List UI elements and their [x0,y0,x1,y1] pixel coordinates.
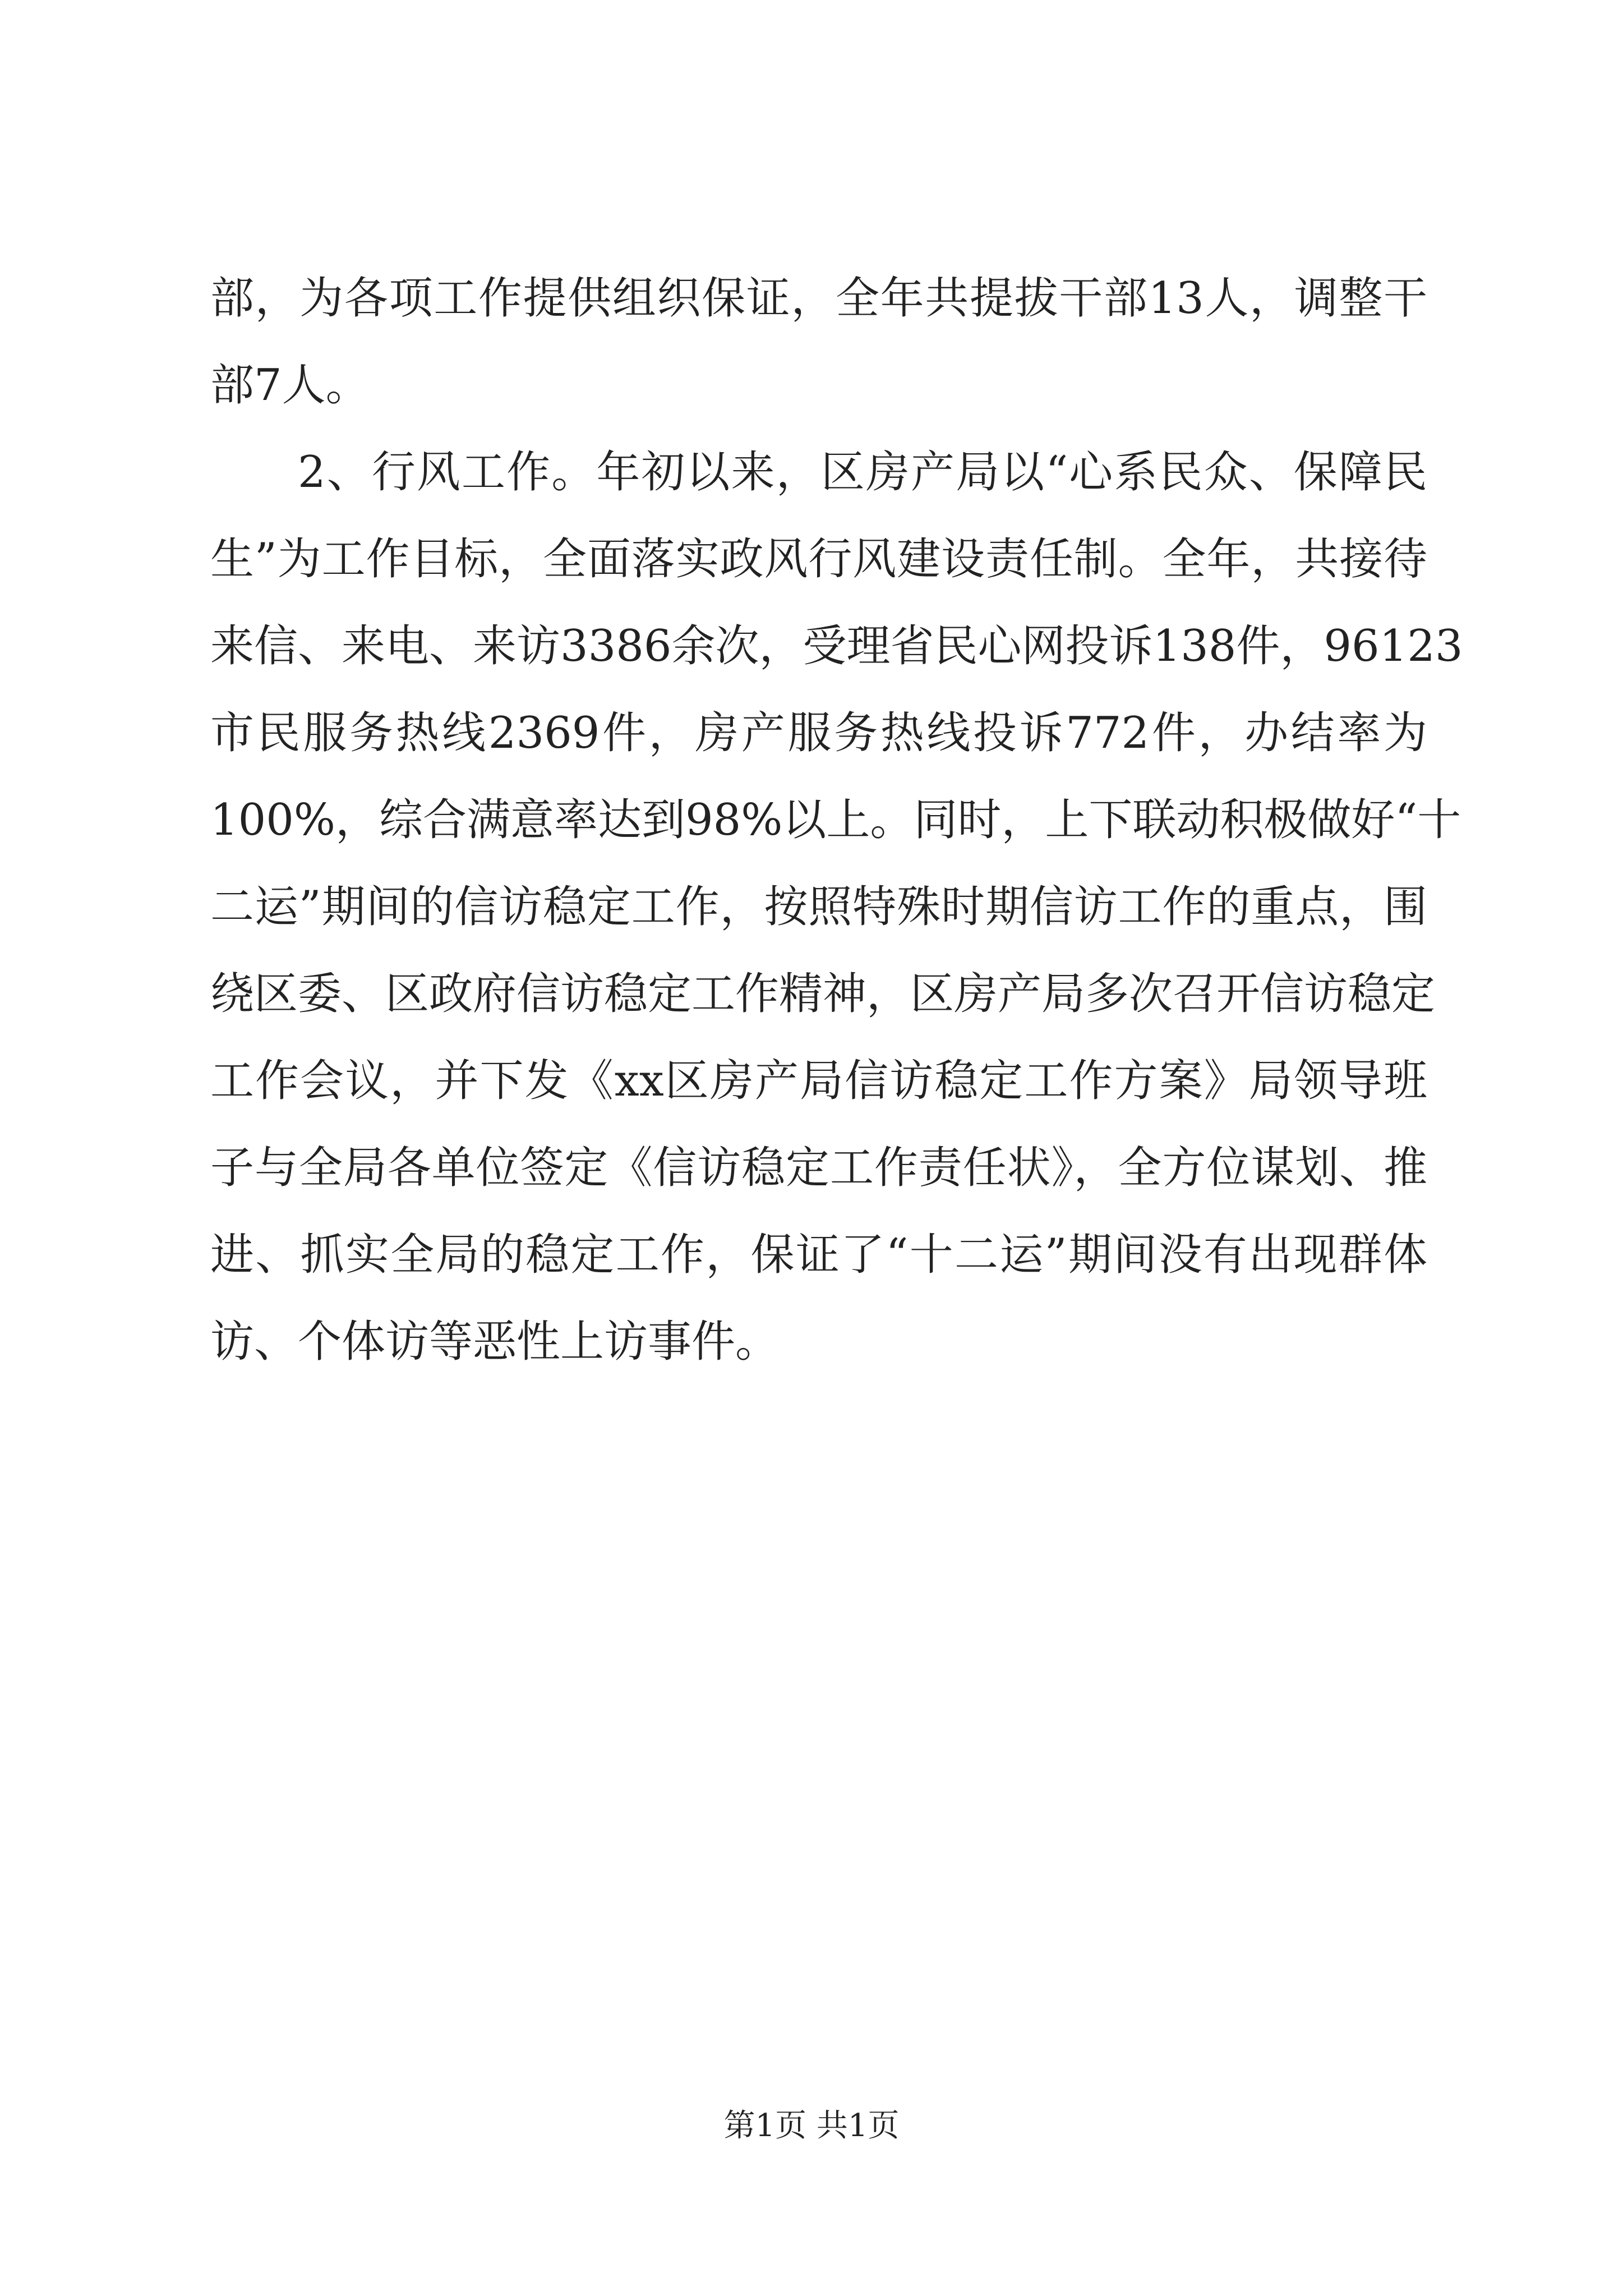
text-line: 绕区委、区政府信访稳定工作精神，区房产局多次召开信访稳定 [210,969,1436,1019]
text-line: 访、个体访等恶性上访事件。 [210,1317,780,1367]
text-line: 子与全局各单位签定《信访稳定工作责任状》，全方位谋划、推 [210,1143,1427,1193]
text-line: 来信、来电、来访3386余次，受理省民心网投诉138件，96123 [210,621,1463,671]
text-line: 进、抓实全局的稳定工作，保证了“十二运”期间没有出现群体 [210,1230,1427,1280]
text-line: 市民服务热线2369件，房产服务热线投诉772件，办结率为 [210,708,1427,758]
page-footer [0,2101,1623,2146]
page-number: 第1页 共1页 [723,2108,900,2144]
text-line: 2、行风工作。年初以来，区房产局以“心系民众、保障民 [298,447,1427,498]
text-line: 工作会议，并下发《xx区房产局信访稳定工作方案》局领导班 [210,1056,1427,1106]
paragraph-conduct-work [210,429,1463,1386]
text-line: 二运”期间的信访稳定工作，按照特殊时期信访工作的重点，围 [210,882,1427,932]
text-line: 部7人。 [210,360,370,411]
paragraph-cadre [210,255,1427,429]
text-line: 100%，综合满意率达到98%以上。同时，上下联动积极做好“十 [210,795,1461,845]
text-line: 部，为各项工作提供组织保证，全年共提拔干部13人，调整干 [210,273,1427,324]
text-line: 生”为工作目标，全面落实政风行风建设责任制。全年，共接待 [210,534,1427,585]
document-body [210,255,1463,1386]
